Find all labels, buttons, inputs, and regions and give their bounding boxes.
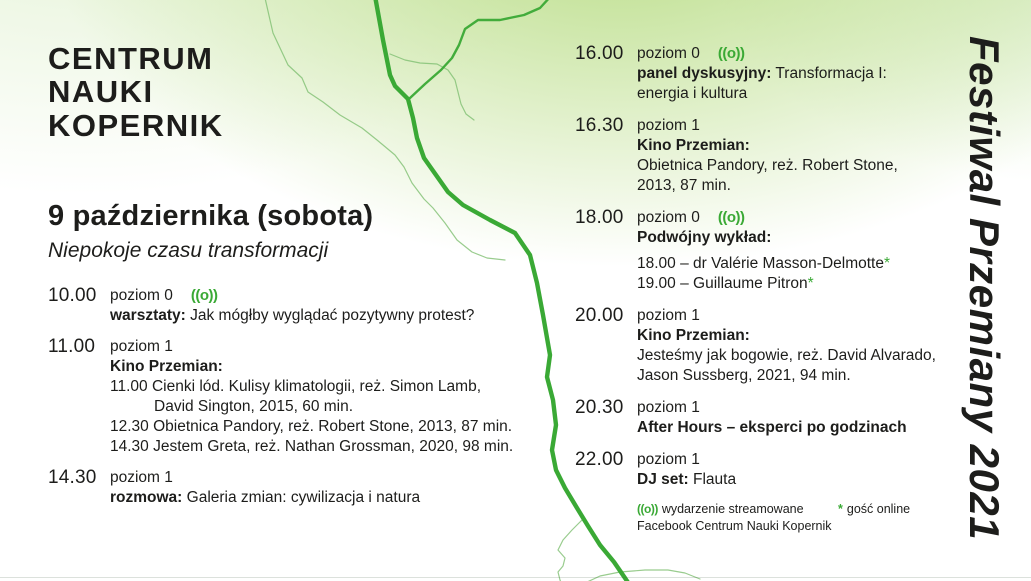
streaming-legend-line1 bbox=[637, 501, 832, 518]
event-text-line: Kino Przemian: bbox=[637, 137, 750, 154]
streaming-legend bbox=[637, 501, 832, 535]
event-lines bbox=[637, 64, 975, 104]
event-level-row bbox=[110, 468, 568, 488]
online-guest-legend-text: gość online bbox=[846, 502, 911, 516]
event-time: 20.30 bbox=[575, 397, 624, 418]
event-level: poziom 1 bbox=[637, 307, 700, 324]
event-text-line: 2013, 87 min. bbox=[637, 177, 731, 194]
event-lines bbox=[637, 326, 975, 386]
broadcast-icon: ((o)) bbox=[190, 287, 218, 304]
event-level: poziom 1 bbox=[637, 399, 700, 416]
event-level: poziom 1 bbox=[637, 117, 700, 134]
schedule-item bbox=[48, 337, 568, 457]
map-thin-stream-branch bbox=[390, 54, 474, 120]
event-level-row bbox=[637, 450, 975, 470]
asterisk-icon: * bbox=[838, 502, 843, 516]
streaming-legend-text: wydarzenie streamowane bbox=[661, 502, 804, 516]
event-detail bbox=[110, 337, 568, 457]
event-text-line: panel dyskusyjny: Transformacja I: bbox=[637, 65, 887, 82]
event-detail bbox=[637, 116, 975, 196]
asterisk-icon: * bbox=[883, 255, 891, 272]
schedule-item bbox=[48, 286, 568, 326]
event-detail bbox=[637, 450, 975, 490]
schedule-item bbox=[575, 116, 975, 196]
event-level-row bbox=[637, 398, 975, 418]
schedule-right-column bbox=[575, 44, 975, 502]
event-text-line: DJ set: Flauta bbox=[637, 471, 737, 488]
event-level-row bbox=[110, 286, 568, 306]
event-time: 20.00 bbox=[575, 305, 624, 326]
event-detail bbox=[637, 44, 975, 104]
event-level-row bbox=[637, 116, 975, 136]
logo-line: CENTRUM bbox=[48, 41, 214, 76]
event-text-line: After Hours – eksperci po godzinach bbox=[637, 419, 907, 436]
page-subtitle: Niepokoje czasu transformacji bbox=[48, 239, 329, 262]
schedule-item bbox=[575, 208, 975, 294]
event-detail bbox=[110, 286, 568, 326]
event-time: 18.00 bbox=[575, 207, 624, 228]
event-text-line: Kino Przemian: bbox=[110, 358, 223, 375]
broadcast-icon: ((o)) bbox=[717, 209, 745, 226]
event-text-line: 19.00 – Guillaume Pitron* bbox=[637, 275, 814, 292]
event-text-line: Obietnica Pandory, reż. Robert Stone, bbox=[637, 157, 898, 174]
festival-title-banner: Festiwal Przemiany 2021 bbox=[961, 36, 1008, 541]
map-thin-stream-loop bbox=[558, 519, 583, 581]
event-lines bbox=[110, 306, 568, 326]
event-level-row bbox=[637, 208, 975, 228]
event-lines bbox=[637, 470, 975, 490]
event-level: poziom 0 bbox=[110, 287, 173, 304]
event-text-line: Jesteśmy jak bogowie, reż. David Alvarado, bbox=[637, 347, 936, 364]
event-text-line: Podwójny wykład: bbox=[637, 229, 772, 246]
event-detail bbox=[637, 208, 975, 294]
page-title: 9 października (sobota) bbox=[48, 200, 374, 232]
event-level-row bbox=[110, 337, 568, 357]
broadcast-icon: ((o)) bbox=[637, 502, 658, 516]
event-detail bbox=[110, 468, 568, 508]
event-time: 16.00 bbox=[575, 43, 624, 64]
map-thin-stream-bottom bbox=[585, 570, 700, 581]
event-text-line: warsztaty: Jak mógłby wyglądać pozytywny protest? bbox=[110, 307, 475, 324]
logo-centrum-nauki-kopernik bbox=[48, 42, 224, 142]
schedule-item bbox=[575, 306, 975, 386]
event-text-line: 14.30 Jestem Greta, reż. Nathan Grossman, 2020, 98 min. bbox=[110, 438, 514, 455]
logo-line: NAUKI bbox=[48, 74, 154, 110]
event-level: poziom 1 bbox=[110, 469, 173, 486]
event-lines bbox=[110, 357, 568, 457]
event-text-line: energia i kultura bbox=[637, 85, 748, 102]
event-time: 14.30 bbox=[48, 467, 97, 488]
day-header bbox=[48, 200, 373, 263]
event-lines bbox=[637, 228, 975, 294]
event-time: 10.00 bbox=[48, 285, 97, 306]
streaming-legend-line2: Facebook Centrum Nauki Kopernik bbox=[637, 519, 832, 533]
logo-line: KOPERNIK bbox=[48, 107, 224, 143]
event-lines bbox=[110, 488, 568, 508]
schedule-item bbox=[575, 450, 975, 490]
event-time: 16.30 bbox=[575, 115, 624, 136]
schedule-item bbox=[48, 468, 568, 508]
event-detail bbox=[637, 398, 975, 438]
broadcast-icon: ((o)) bbox=[717, 45, 745, 62]
event-text-line: rozmowa: Galeria zmian: cywilizacja i natura bbox=[110, 489, 421, 506]
schedule-item bbox=[575, 398, 975, 438]
map-tributary-line bbox=[410, 0, 551, 98]
event-text-line: 12.30 Obietnica Pandory, reż. Robert Stone, 2013, 87 min. bbox=[110, 418, 513, 435]
event-lines bbox=[637, 418, 975, 438]
event-level: poziom 0 bbox=[637, 45, 700, 62]
event-detail bbox=[637, 306, 975, 386]
event-text-line: Kino Przemian: bbox=[637, 327, 750, 344]
event-text-line: Jason Sussberg, 2021, 94 min. bbox=[637, 367, 851, 384]
online-guest-legend bbox=[838, 501, 910, 518]
event-text-line: 18.00 – dr Valérie Masson-Delmotte* bbox=[637, 255, 891, 272]
event-level: poziom 0 bbox=[637, 209, 700, 226]
event-level: poziom 1 bbox=[110, 338, 173, 355]
event-text-line: 11.00 Cienki lód. Kulisy klimatologii, reż. Simon Lamb, bbox=[110, 378, 482, 395]
event-time: 22.00 bbox=[575, 449, 624, 470]
schedule-item bbox=[575, 44, 975, 104]
bottom-edge-line bbox=[0, 577, 1031, 578]
event-level: poziom 1 bbox=[637, 451, 700, 468]
event-text-line: David Sington, 2015, 60 min. bbox=[154, 398, 354, 415]
schedule-left-column bbox=[48, 286, 568, 519]
event-time: 11.00 bbox=[48, 336, 96, 357]
event-level-row bbox=[637, 44, 975, 64]
asterisk-icon: * bbox=[807, 275, 814, 292]
event-lines bbox=[637, 136, 975, 196]
event-level-row bbox=[637, 306, 975, 326]
